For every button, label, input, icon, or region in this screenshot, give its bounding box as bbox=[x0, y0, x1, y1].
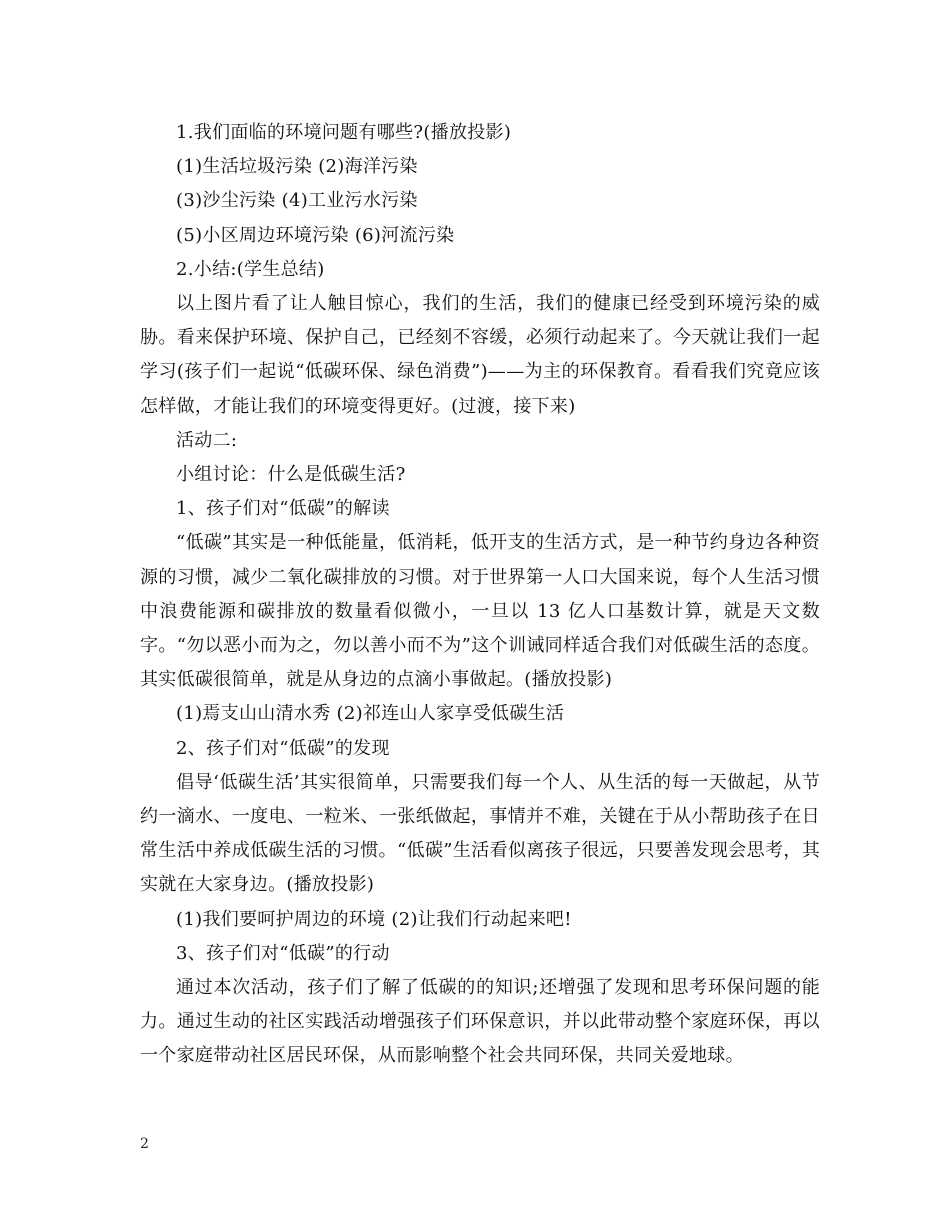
paragraph-section-1-heading: 1、孩子们对“低碳”的解读 bbox=[176, 498, 390, 520]
paragraph-section-3-heading: 3、孩子们对“低碳”的行动 bbox=[176, 942, 390, 964]
paragraph-activity-two: 活动二: bbox=[176, 429, 238, 451]
document-body bbox=[140, 116, 820, 1074]
paragraph-section-1-body: “低碳”其实是一种低能量，低消耗，低开支的生活方式，是一种节约身边各种资源的习惯，减少二氧化碳排放的习惯。对于世界第一人口大国来说，每个人生活习惯中浪费能源和碳排放的数量看似微小，一旦以 13 亿人口基数计算，就是天文数字。“勿以恶小而为之，勿以善小而不为”这个训诫同样适合我们对低碳生活的态度。其实低碳很简单，就是从身边的点滴小事做起。(播放投影) bbox=[140, 532, 820, 691]
paragraph-list-3-4: (3)沙尘污染 (4)工业污水污染 bbox=[176, 190, 418, 212]
paragraph-section-2-heading: 2、孩子们对“低碳”的发现 bbox=[176, 737, 390, 759]
paragraph-section-2-body: 倡导‘低碳生活’其实很简单，只需要我们每一个人、从生活的每一天做起，从节约一滴水、一度电、一粒米、一张纸做起，事情并不难，关键在于从小帮助孩子在日常生活中养成低碳生活的习惯。“低碳”生活看似离孩子很远，只要善发现会思考，其实就在大家身边。(播放投影) bbox=[140, 771, 820, 896]
paragraph-section-1-list: (1)焉支山山清水秀 (2)祁连山人家享受低碳生活 bbox=[176, 703, 565, 725]
page-number: 2 bbox=[140, 1136, 149, 1152]
paragraph-question: 1.我们面临的环境问题有哪些?(播放投影) bbox=[176, 122, 512, 143]
paragraph-list-5-6: (5)小区周边环境污染 (6)河流污染 bbox=[176, 224, 455, 246]
paragraph-section-2-list: (1)我们要呵护周边的环境 (2)让我们行动起来吧! bbox=[176, 908, 572, 930]
paragraph-list-1-2: (1)生活垃圾污染 (2)海洋污染 bbox=[176, 156, 418, 178]
paragraph-summary-heading: 2.小结:(学生总结) bbox=[176, 258, 325, 280]
paragraph-summary-body: 以上图片看了让人触目惊心，我们的生活，我们的健康已经受到环境污染的威胁。看来保护环境、保护自己，已经刻不容缓，必须行动起来了。今天就让我们一起学习(孩子们一起说“低碳环保、绿色消费”)——为主的环保教育。看看我们究竟应该怎样做，才能让我们的环境变得更好。(过渡，接下来) bbox=[140, 293, 820, 417]
paragraph-group-discussion: 小组讨论：什么是低碳生活? bbox=[176, 464, 406, 486]
paragraph-section-3-body: 通过本次活动，孩子们了解了低碳的的知识;还增强了发现和思考环保问题的能力。通过生动的社区实践活动增强孩子们环保意识，并以此带动整个家庭环保，再以一个家庭带动社区居民环保，从而影响整个社会共同环保，共同关爱地球。 bbox=[140, 977, 820, 1067]
